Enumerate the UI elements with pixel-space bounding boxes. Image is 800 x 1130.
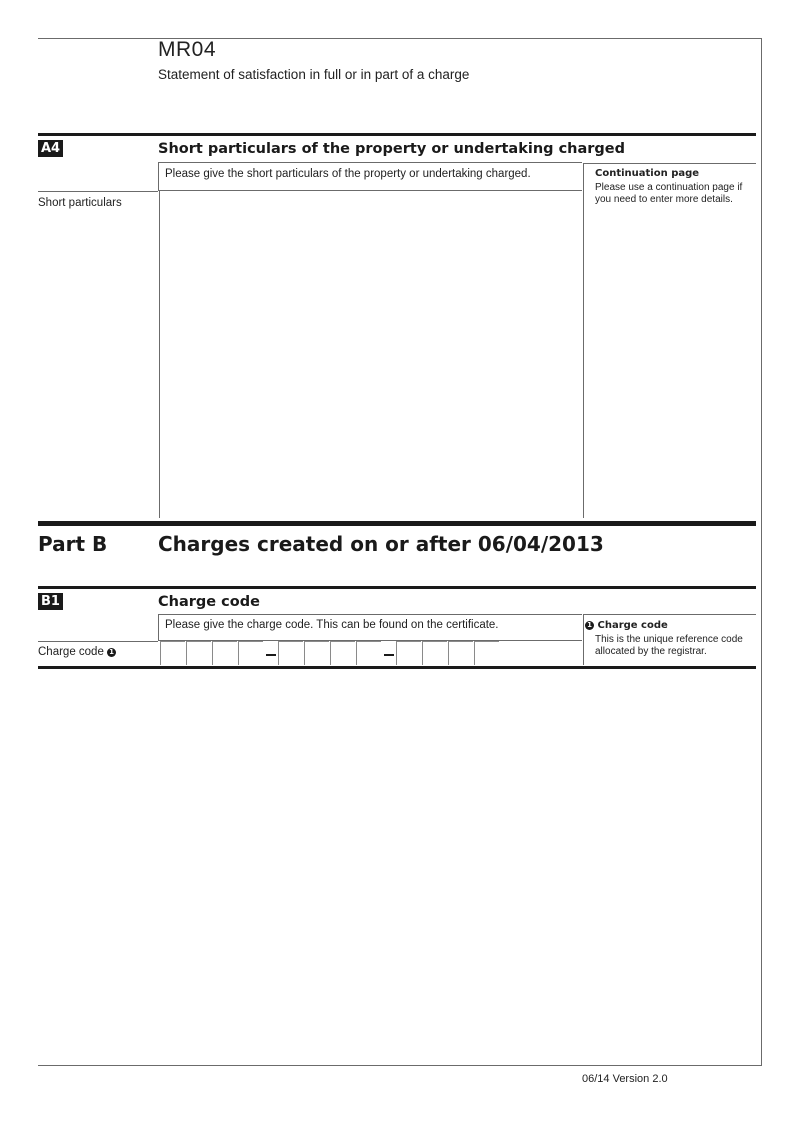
section-a4-instruction: Please give the short particulars of the property or undertaking charged. xyxy=(165,168,531,180)
charge-code-separator xyxy=(264,641,278,665)
charge-code-box[interactable] xyxy=(330,641,355,665)
charge-code-box[interactable] xyxy=(356,641,381,665)
b1-instruction-left-border xyxy=(158,614,159,640)
charge-code-box[interactable] xyxy=(186,641,211,665)
a4-instruction-bottom-rule xyxy=(158,190,582,191)
continuation-note-title: Continuation page xyxy=(595,168,700,179)
part-b-label: Part B xyxy=(38,532,108,556)
section-a4-rule xyxy=(38,133,756,136)
note-marker-icon: 1 xyxy=(585,621,594,630)
section-b1-title: Charge code xyxy=(158,594,260,610)
a4-divider xyxy=(583,163,584,518)
charge-code-note-title-text: Charge code xyxy=(597,620,668,631)
section-b1-bottom-rule xyxy=(38,666,756,669)
a4-note-top-rule xyxy=(583,163,756,164)
continuation-note-body: Please use a continuation page if you need to enter more details. xyxy=(595,182,743,205)
short-particulars-field-left-border xyxy=(159,191,160,518)
section-b1-badge: B1 xyxy=(38,593,63,610)
bottom-rule xyxy=(38,1065,762,1066)
part-b-title: Charges created on or after 06/04/2013 xyxy=(158,532,604,556)
section-a4-title: Short particulars of the property or undertaking charged xyxy=(158,141,626,157)
form-version: 06/14 Version 2.0 xyxy=(582,1073,668,1085)
short-particulars-field[interactable] xyxy=(159,192,582,518)
charge-code-box[interactable] xyxy=(448,641,473,665)
section-a4-title-underline xyxy=(158,162,582,163)
top-rule xyxy=(38,38,762,39)
charge-code-box[interactable] xyxy=(278,641,303,665)
b1-divider xyxy=(583,614,584,665)
section-a4-badge: A4 xyxy=(38,140,63,157)
charge-code-label xyxy=(38,646,116,658)
note-marker-icon: 1 xyxy=(107,648,116,657)
charge-code-note-body: This is the unique reference code allocated by the registrar. xyxy=(595,634,743,657)
right-border xyxy=(761,38,762,1066)
charge-code-separator xyxy=(382,641,396,665)
charge-code-input[interactable] xyxy=(160,641,500,665)
charge-code-box[interactable] xyxy=(422,641,447,665)
a4-instruction-left-border xyxy=(158,162,159,190)
charge-code-label-text: Charge code xyxy=(38,646,104,658)
a4-left-label-rule xyxy=(38,191,158,192)
charge-code-box[interactable] xyxy=(212,641,237,665)
charge-code-box[interactable] xyxy=(238,641,263,665)
b1-note-top-rule xyxy=(583,614,756,615)
b1-left-label-rule xyxy=(38,641,158,642)
section-b1-rule xyxy=(38,586,756,589)
charge-code-box[interactable] xyxy=(396,641,421,665)
form-subtitle: Statement of satisfaction in full or in part of a charge xyxy=(158,67,470,82)
charge-code-box[interactable] xyxy=(474,641,499,665)
charge-code-box[interactable] xyxy=(304,641,329,665)
charge-code-note-title xyxy=(585,620,668,631)
section-b1-title-underline xyxy=(158,614,582,615)
form-code: MR04 xyxy=(158,38,217,61)
charge-code-box[interactable] xyxy=(160,641,185,665)
section-b1-instruction: Please give the charge code. This can be found on the certificate. xyxy=(165,619,499,631)
short-particulars-label: Short particulars xyxy=(38,197,122,209)
part-b-rule xyxy=(38,521,756,526)
